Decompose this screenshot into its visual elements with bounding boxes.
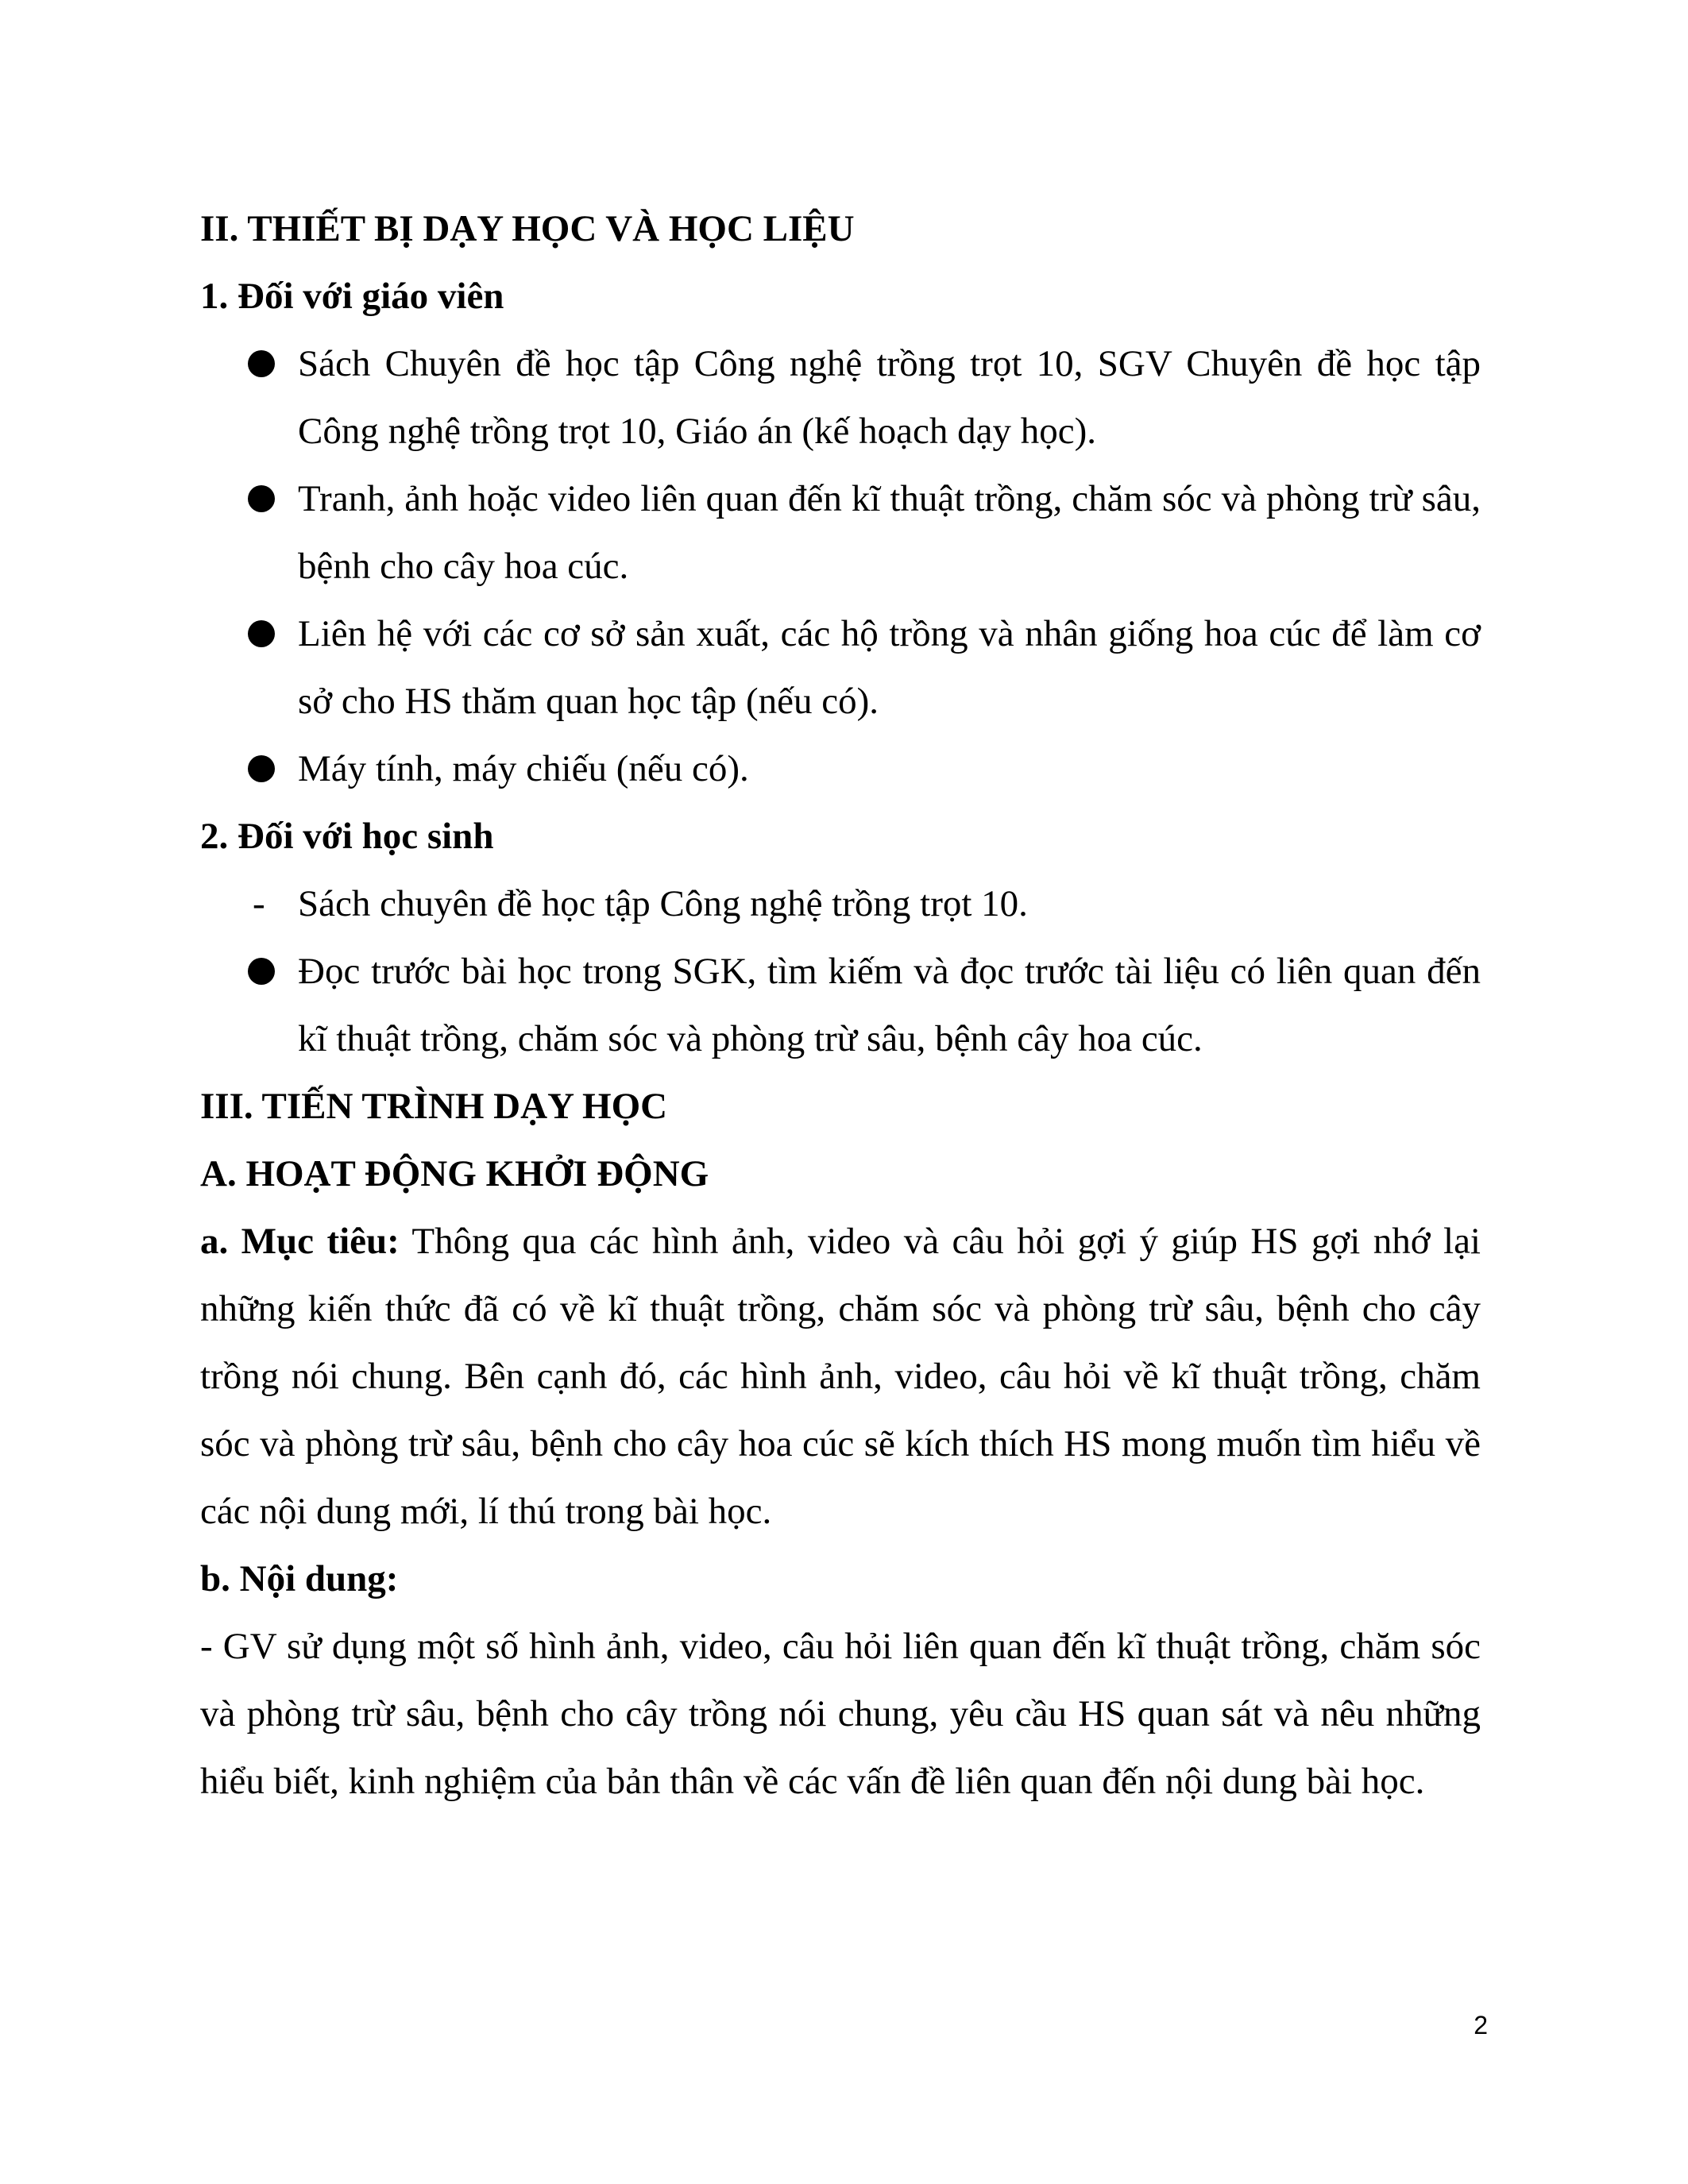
teacher-list-item xyxy=(200,735,1481,803)
section-2-title: II. THIẾT BỊ DẠY HỌC VÀ HỌC LIỆU xyxy=(200,208,855,249)
goal-text: Thông qua các hình ảnh, video và câu hỏi gợi ý giúp HS gợi nhớ lại những kiến thức đã có về kĩ thuật trồng, chăm sóc và phòng trừ sâu, bệnh cho cây trồng nói chung. Bên cạnh đó, các hình ảnh, video, câu hỏi về kĩ thuật trồng, chăm sóc và phòng trừ sâu, bệnh cho cây hoa cúc sẽ kích thích HS mong muốn tìm hiểu về các nội dung mới, lí thú trong bài học. xyxy=(200,1221,1481,1532)
dash-marker: - xyxy=(253,883,265,924)
teacher-item-text: Máy tính, máy chiếu (nếu có). xyxy=(298,748,749,789)
bullet-dot-icon xyxy=(248,755,275,782)
content-paragraph: - GV sử dụng một số hình ảnh, video, câu hỏi liên quan đến kĩ thuật trồng, chăm sóc và phòng trừ sâu, bệnh cho cây trồng nói chung, yêu cầu HS quan sát và nêu những hiểu biết, kinh nghiệm của bản thân về các vấn đề liên quan đến nội dung bài học. xyxy=(200,1626,1481,1802)
teacher-item-text: Tranh, ảnh hoặc video liên quan đến kĩ thuật trồng, chăm sóc và phòng trừ sâu, bệnh cho cây hoa cúc. xyxy=(298,478,1481,587)
bullet-marker xyxy=(248,600,288,668)
teacher-heading: 1. Đối với giáo viên xyxy=(200,276,504,317)
bullet-dot-icon xyxy=(248,350,275,377)
bullet-dot-icon xyxy=(248,958,275,985)
teacher-list-item xyxy=(200,330,1481,465)
document-page xyxy=(200,195,1481,1815)
goal-label: a. Mục tiêu: xyxy=(200,1221,400,1262)
goal-paragraph xyxy=(200,1208,1481,1545)
bullet-dot-icon xyxy=(248,485,275,512)
student-item-text: Sách chuyên đề học tập Công nghệ trồng trọt 10. xyxy=(298,883,1028,924)
bullet-marker xyxy=(248,938,288,1005)
section-3-title: III. TIẾN TRÌNH DẠY HỌC xyxy=(200,1086,668,1127)
teacher-item-text: Liên hệ với các cơ sở sản xuất, các hộ trồng và nhân giống hoa cúc để làm cơ sở cho HS thăm quan học tập (nếu có). xyxy=(298,613,1481,722)
bullet-dot-icon xyxy=(248,620,275,647)
bullet-marker xyxy=(248,465,288,533)
student-item-text: Đọc trước bài học trong SGK, tìm kiếm và đọc trước tài liệu có liên quan đến kĩ thuật trồng, chăm sóc và phòng trừ sâu, bệnh cây hoa cúc. xyxy=(298,951,1481,1059)
student-list-item xyxy=(200,938,1481,1073)
teacher-item-text: Sách Chuyên đề học tập Công nghệ trồng trọt 10, SGV Chuyên đề học tập Công nghệ trồng trọt 10, Giáo án (kế hoạch dạy học). xyxy=(298,343,1481,452)
bullet-marker xyxy=(248,735,288,803)
student-list-item xyxy=(200,870,1481,938)
bullet-marker xyxy=(248,330,288,398)
teacher-list-item xyxy=(200,600,1481,735)
content-label: b. Nội dung: xyxy=(200,1558,399,1599)
teacher-list-item xyxy=(200,465,1481,600)
activity-a-title: A. HOẠT ĐỘNG KHỞI ĐỘNG xyxy=(200,1153,709,1194)
page-number: 2 xyxy=(1474,2011,1488,2039)
student-heading: 2. Đối với học sinh xyxy=(200,816,494,857)
